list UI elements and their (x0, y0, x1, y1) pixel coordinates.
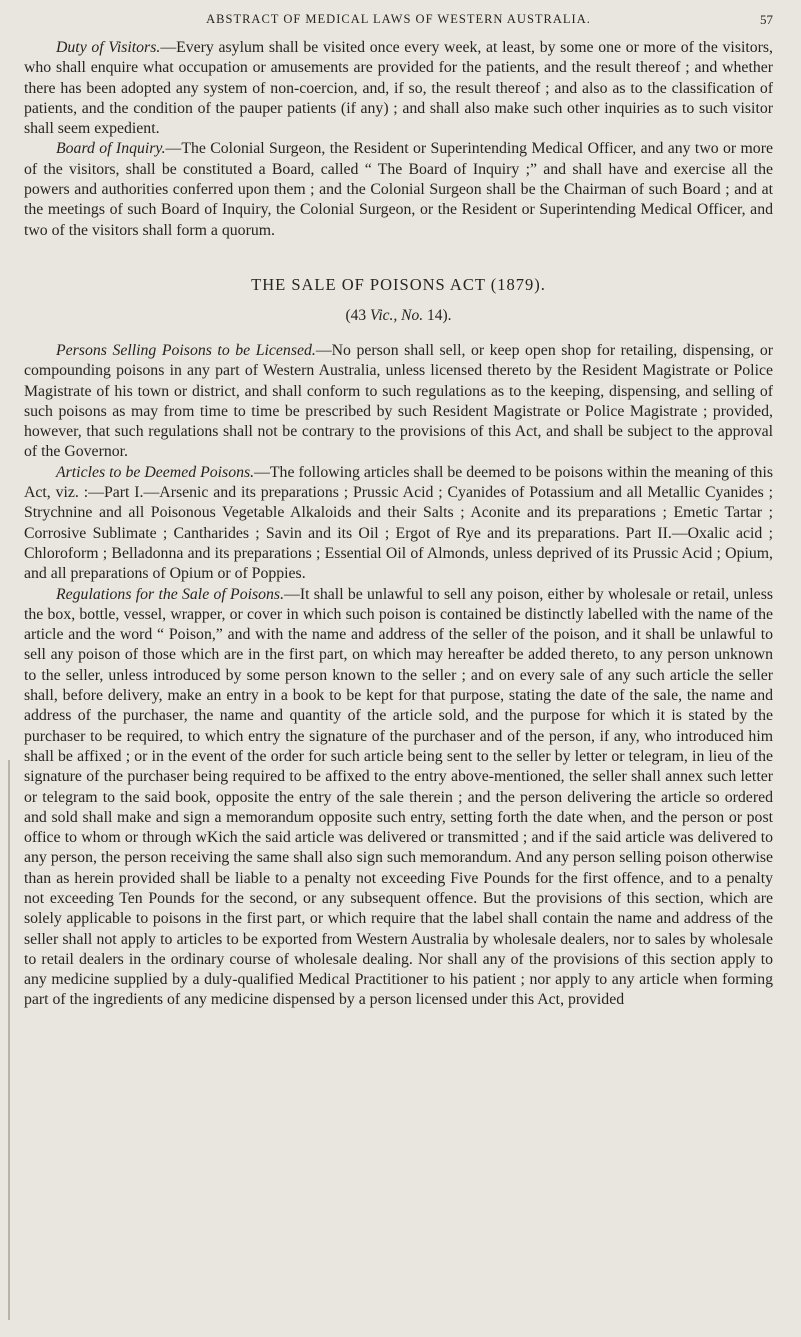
paragraph-duty-of-visitors (24, 38, 773, 139)
body-duty-of-visitors: —Every asylum shall be visited once every week, at least, by some one or more of the visitors, who shall enquire what occupation or amusements are provided for the patients, and the result thereof ; and whether there has been adopted any system of non-coercion, and, if so, the result thereof ; and also as to the classification of patients, and the condition of the pauper patients (if any) ; and shall also make such other inquiries as to such visitor shall seem expedient. (24, 39, 774, 138)
body-regulations: —It shall be unlawful to sell any poison, either by wholesale or retail, unless the box, bottle, vessel, wrapper, or cover in which such poison is contained be distinctly labelled with the name of the article and the word “ Poison,” and with the name and address of the seller of the poison, and it shall be unlawful to sell any poison of those which are in the first part, on which may hereafter be added thereto, to any person unknown to the seller, unless introduced by some person known to the seller ; and on every sale of any such article the seller shall, before delivery, make an entry in a book to be kept for that purpose, stating the date of the sale, the name and address of the purchaser, the name and quantity of the article sold, and the purpose for which it is stated by the purchaser to be required, to which entry the signature of the purchaser and of the person, if any, who introduced him shall be affixed ; or in the event of the order for such article being sent to the seller by letter or telegram, in lieu of the signature of the purchaser being required to be affixed to the entry above-mentioned, the seller shall annex such letter or telegram to the said book, opposite the entry of the sale therein ; and the person delivering the article so ordered and sold shall make and sign a memorandum opposite such entry, setting forth the date when, and the person or post office to whom or through wKich the said article was delivered or transmitted ; and if the said article was delivered to any person, the person receiving the same shall also sign such memorandum. And any person selling poison otherwise than as herein provided shall be liable to a penalty not exceeding Five Pounds for the first offence, and to a penalty not exceeding Ten Pounds for the second, or any subsequent offence. But the provisions of this section, which are solely applicable to poisons in the first part, or which require that the label shall contain the name and address of the seller shall not apply to articles to be exported from Western Australia by wholesale dealers, nor to sales by wholesale to retail dealers in the ordinary course of wholesale dealing. Nor shall any of the provisions of this section apply to any medicine supplied by a duly-qualified Medical Practitioner to his patient ; nor apply to any article when forming part of the ingredients of any medicine dispensed by a person licensed under this Act, provided (24, 585, 773, 1009)
heading-duty-of-visitors: Duty of Visitors. (56, 39, 161, 56)
body-persons-selling: —No person shall sell, or keep open shop for retailing, dispensing, or compounding poisons in any part of Western Australia, unless licensed thereto by the Resident Magistrate or Police Magistrate of his town or district, and shall conform to such regulations as to the keeping, dispensing, and selling of such poisons as may from time to time be prescribed by such Resident Magistrate or Police Magistrate ; provided, however, that such regulations shall not be contrary to the provisions of this Act, and shall be subject to the approval of the Governor. (24, 341, 773, 461)
paragraph-regulations (24, 585, 773, 1011)
act-citation-open: (43 (345, 306, 371, 324)
act-title: THE SALE OF POISONS ACT (1879). (251, 274, 546, 294)
paragraph-persons-selling (24, 341, 773, 463)
running-head-title: ABSTRACT OF MEDICAL LAWS OF WESTERN AUSTRALIA. (206, 12, 591, 26)
body-board-of-inquiry: —The Colonial Surgeon, the Resident or Superintending Medical Officer, and any two or more of the visitors, shall be constituted a Board, called “ The Board of Inquiry ;” and shall have and exercise all the powers and authorities conferred upon them ; and the Colonial Surgeon shall be the Chairman of such Board ; and at the meetings of such Board of Inquiry, the Colonial Surgeon, or the Resident or Superintending Medical Officer, and two of the visitors shall form a quorum. (24, 140, 773, 239)
body-articles-deemed: —The following articles shall be deemed to be poisons within the meaning of this Act, viz. :—Part I.—Arsenic and its preparations ; Prussic Acid ; Cyanides of Potassium and all Metallic Cyanides ; Strychnine and all Poisonous Vegetable Alkaloids and their Salts ; Aconite and its preparations ; Emetic Tartar ; Corrosive Sublimate ; Cantharides ; Savin and its Oil ; Ergot of Rye and its preparations. Part II.—Oxalic acid ; Chloroform ; Belladonna and its preparations ; Essential Oil of Almonds, unless deprived of its Prussic Acid ; Opium, and all preparations of Opium or of Poppies. (24, 463, 773, 583)
running-head (24, 12, 773, 38)
paragraph-board-of-inquiry (24, 139, 773, 240)
binding-shadow-mark (8, 760, 10, 1320)
heading-board-of-inquiry: Board of Inquiry. (56, 140, 166, 158)
heading-persons-selling: Persons Selling Poisons to be Licensed. (56, 341, 316, 359)
act-citation-close: 14). (423, 306, 452, 324)
page-number: 57 (760, 12, 773, 27)
heading-regulations: Regulations for the Sale of Poisons. (56, 585, 285, 603)
heading-articles-deemed: Articles to be Deemed Poisons. (56, 463, 255, 481)
act-citation (24, 307, 773, 325)
act-citation-italic: Vic., No. (370, 306, 424, 324)
paragraph-articles-deemed (24, 463, 773, 585)
